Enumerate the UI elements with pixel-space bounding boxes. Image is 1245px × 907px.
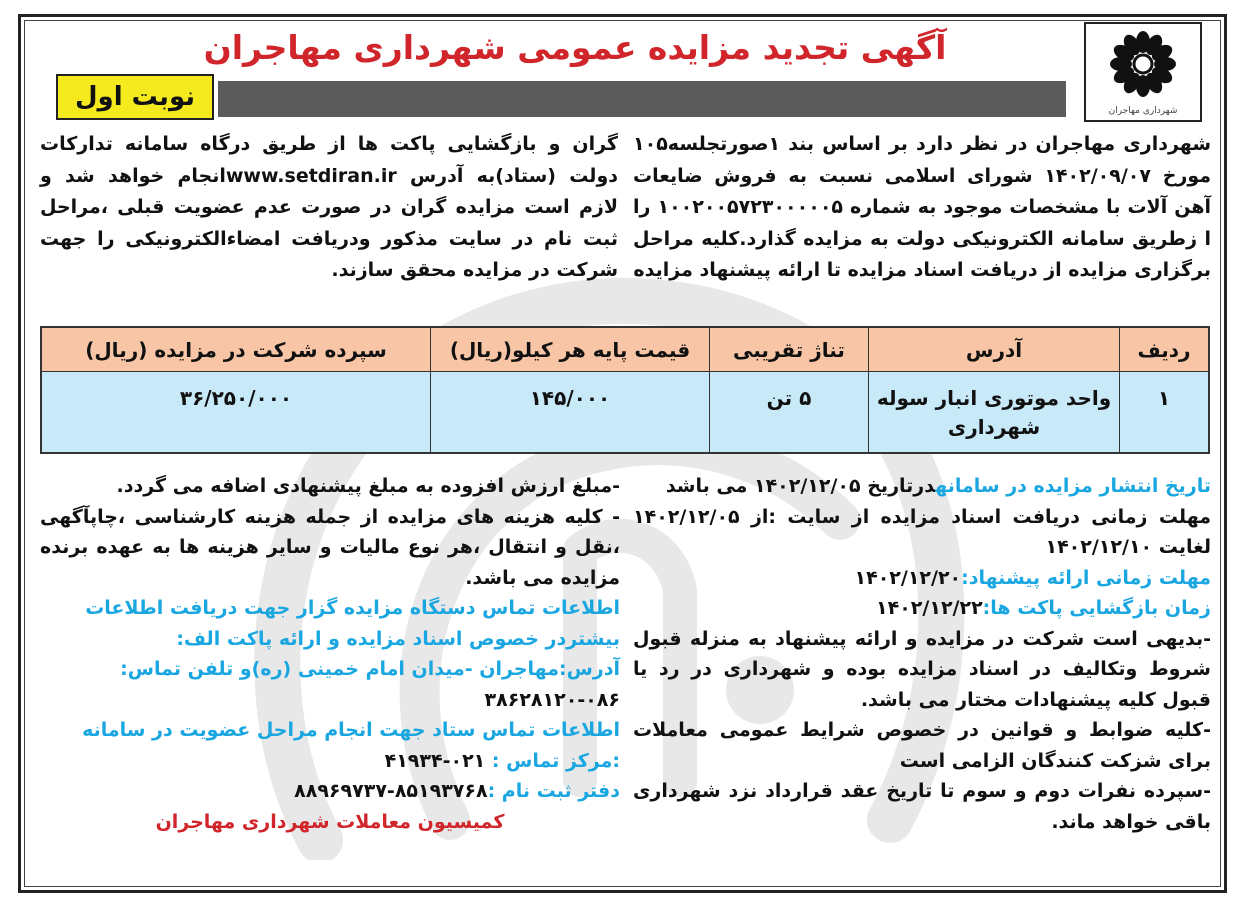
registration-office-line [40, 776, 620, 807]
opening-label: زمان بازگشایی پاکت ها: [982, 597, 1211, 619]
address-value: مهاجران -میدان امام خمینی (ره)و تلفن تماس: [120, 658, 559, 680]
header-bar [218, 81, 1066, 117]
cell-address-line1: واحد موتوری انبار سوله [876, 386, 1112, 410]
call-center-label: :مرکز تماس : [491, 749, 620, 772]
table-row [42, 372, 1209, 453]
registration-office-phone: ۸۵۱۹۳۷۶۸-۸۸۹۶۹۷۳۷ [294, 780, 488, 802]
opening-date-line [633, 593, 1211, 624]
cell-address-line2: شهرداری [947, 415, 1041, 439]
publish-text: درتاریخ ۱۴۰۲/۱۲/۰۵ می باشد [665, 475, 936, 497]
offer-label: مهلت زمانی ارائه پیشنهاد: [961, 566, 1211, 589]
note-acceptance: -بدیهی است شرکت در مزایده و ارائه پیشنهاد به منزله قبول شروط وتکالیف در اسناد مزایده بوده و شهرداری در رد یا قبول کلیه پیشنهادات مختار می باشد. [633, 627, 1211, 711]
page-title: آگهی تجدید مزایده عمومی شهرداری مهاجران [203, 28, 947, 67]
offer-deadline-line [633, 563, 1211, 594]
note-regulations: -کلیه ضوابط و قوانین در خصوص شرایط عمومی معاملات برای شزکت کنندگان الزامی است [633, 719, 1211, 772]
address-phone: ۰۸۶-۳۸۶۲۸۱۲۰ [484, 688, 620, 711]
details-left-column [40, 471, 620, 837]
docs-deadline: مهلت زمانی دریافت اسناد مزایده از سایت :از ۱۴۰۲/۱۲/۰۵ لغایت ۱۴۰۲/۱۲/۱۰ [633, 505, 1211, 558]
flower-emblem-icon [1086, 24, 1200, 104]
registration-office-label: دفتر ثبت نام : [487, 780, 620, 802]
offer-date: ۱۴۰۲/۱۲/۲۰ [854, 566, 962, 589]
cell-row-number: ۱ [1120, 372, 1209, 453]
publish-label: تاریخ انتشار مزایده در سامانه [935, 475, 1211, 497]
cell-deposit: ۳۶/۲۵۰/۰۰۰ [42, 372, 431, 453]
col-header-base-price: قیمت پایه هر کیلو(ریال) [431, 328, 710, 372]
note-costs: - کلیه هزینه های مزایده از جمله هزینه کارشناسی ،چاپآگهی ،نقل و انتقال ،هر نوع مالیات و سایر هزینه ها به عهده برنده مزایده می باشد. [40, 505, 620, 589]
address-label: آدرس: [558, 658, 620, 680]
publish-date-line [633, 471, 1211, 502]
logo-caption: شهرداری مهاجران [1108, 106, 1178, 116]
contact-address-line [40, 654, 620, 715]
note-deposit: -سپرده نفرات دوم و سوم تا تاریخ عقد قرارداد نزد شهرداری باقی خواهد ماند. [633, 780, 1211, 833]
cell-tonnage: ۵ تن [710, 372, 869, 453]
cell-address [869, 372, 1120, 453]
call-center-phone: ۰۲۱-۴۱۹۳۴ [384, 749, 486, 772]
note-vat: -مبلغ ارزش افزوده به مبلغ پیشنهادی اضافه می گردد. [116, 475, 620, 497]
table-header-row [42, 328, 1209, 372]
setad-title: اطلاعات تماس ستاد جهت انجام مراحل عضویت در سامانه [82, 719, 620, 741]
call-center-line [40, 746, 620, 777]
details-right-column [633, 471, 1211, 837]
col-header-address: آدرس [869, 328, 1120, 372]
cell-base-price: ۱۴۵/۰۰۰ [431, 372, 710, 453]
opening-date: ۱۴۰۲/۱۲/۲۲ [876, 597, 983, 619]
intro-left-paragraph: گران و بازگشایی پاکت ها از طریق درگاه سامانه تدارکات دولت (ستاد)به آدرس www.setdiran.irانجام خواهد شد و لازم است مزایده گران در صورت عدم عضویت قبلی ،مراحل ثبت نام در سایت مذکور ودریافت امضاءالکترونیکی را جهت شرکت در مزایده محقق سازند. [40, 133, 618, 281]
col-header-deposit: سپرده شرکت در مزایده (ریال) [42, 328, 431, 372]
round-badge: نوبت اول [56, 74, 214, 120]
signature: کمیسیون معاملات شهرداری مهاجران [155, 810, 505, 833]
col-header-row-number: ردیف [1120, 328, 1209, 372]
col-header-tonnage: تناژ تقریبی [710, 328, 869, 372]
municipality-logo [1084, 22, 1202, 122]
intro-right-paragraph: شهرداری مهاجران در نظر دارد بر اساس بند ۱صورتجلسه۱۰۵ مورخ ۱۴۰۲/۰۹/۰۷ شورای اسلامی نسبت به فروش ضایعات آهن آلات با مشخصات موجود به شماره ۱۰۰۲۰۰۵۷۲۳۰۰۰۰۰۵ را ا زطریق سامانه الکترونیکی دولت به مزایده گذارد.کلیه مراحل برگزاری مزایده از دریافت اسناد مزایده تا ارائه پیشنهاد مزایده [633, 133, 1212, 281]
auction-table [40, 326, 1210, 454]
contact-title: اطلاعات تماس دستگاه مزایده گزار جهت دریافت اطلاعات بیشتردر خصوص اسناد مزایده و ارائه پاکت الف: [85, 597, 620, 650]
